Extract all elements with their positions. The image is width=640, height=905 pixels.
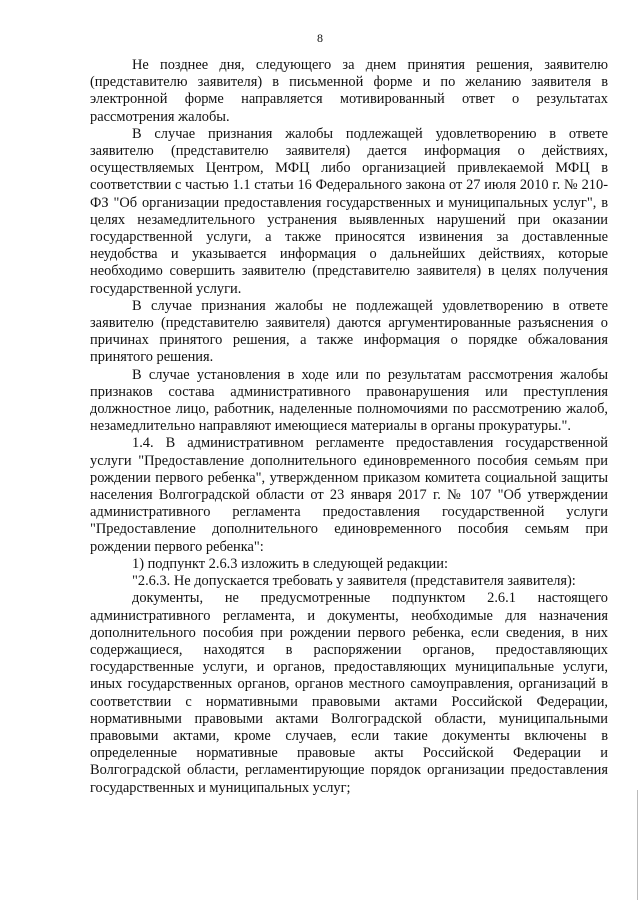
paragraph-violation-found: В случае установления в ходе или по результатам рассмотрения жалобы признаков состава административного правонарушения или преступления должностное лицо, работник, наделенные полномочиями по рассмотрению жалоб, незамедлительно направляют имеющиеся материалы в органы прокуратуры.".	[90, 366, 608, 435]
page-number: 8	[317, 31, 323, 45]
scan-edge-line	[637, 790, 638, 900]
paragraph-section-1-4: 1.4. В административном регламенте предоставления государственной услуги "Предоставление дополнительного единовременного пособия семьям при рождении первого ребенка", утвержденном приказом комитета социальной защиты населения Волгоградской области от 23 января 2017 г. № 107 "Об утверждении административного регламента предоставления государственной услуги "Предоставление дополнительного единовременного пособия семьям при рождении первого ребенка":	[90, 435, 608, 555]
paragraph-response-deadline: Не позднее дня, следующего за днем принятия решения, заявителю (представителю заявителя) в письменной форме и по желанию заявителя в электронной форме направляется мотивированный ответ о результатах рассмотрения жалобы.	[90, 57, 608, 125]
document-body	[90, 57, 608, 797]
paragraph-complaint-satisfied: В случае признания жалобы подлежащей удовлетворению в ответе заявителю (представителю заявителя) дается информация о действиях, осуществляемых Центром, МФЦ либо организацией привлекаемой МФЦ в соответствии с частью 1.1 статьи 16 Федерального закона от 27 июля 2010 г. № 210-ФЗ "Об организации предоставления государственных и муниципальных услуг", в целях незамедлительного устранения выявленных нарушений при оказании государственной услуги, а также приносятся извинения за доставленные неудобства и указывается информация о дальнейших действиях, которые необходимо совершить заявителю (представителю заявителя) в целях получения государственной услуги.	[90, 125, 608, 297]
paragraph-complaint-rejected: В случае признания жалобы не подлежащей удовлетворению в ответе заявителю (представителю заявителя) даются аргументированные разъяснения о причинах принятого решения, а также информация о порядке обжалования принятого решения.	[90, 297, 608, 366]
paragraph-subitem-1: 1) подпункт 2.6.3 изложить в следующей редакции:	[132, 555, 448, 572]
paragraph-documents-list: документы, не предусмотренные подпунктом 2.6.1 настоящего административного регламента, и документы, необходимые для назначения дополнительного пособия при рождении первого ребенка, если сведения, в них содержащиеся, находятся в распоряжении органов, предоставляющих государственные услуги, и органов, предоставляющих муниципальные услуги, иных государственных органов, органов местного самоуправления, организаций в соответствии с нормативными правовыми актами Российской Федерации, нормативными правовыми актами Волгоградской области, муниципальными правовыми актами, кроме случаев, если такие документы включены в определенные нормативные правовые акты Российской Федерации и Волгоградской области, регламентирующие порядок организации предоставления государственных и муниципальных услуг;	[90, 590, 608, 796]
paragraph-clause-2-6-3: "2.6.3. Не допускается требовать у заявителя (представителя заявителя):	[132, 573, 576, 590]
